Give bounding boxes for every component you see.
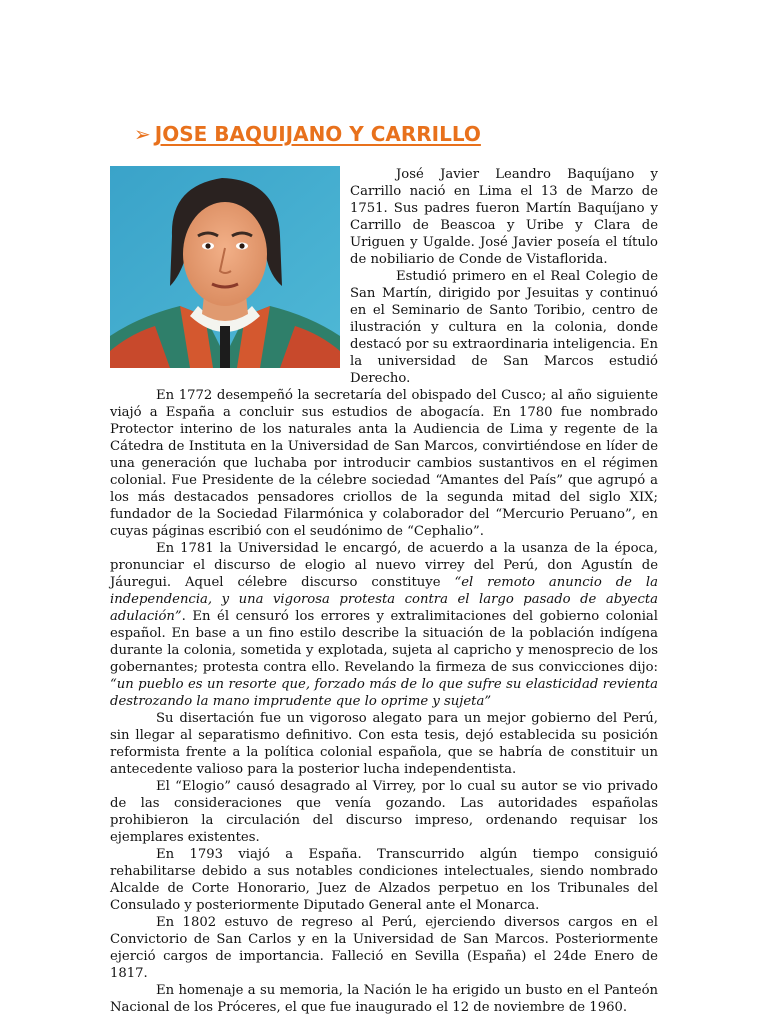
arrow-bullet-icon: ➢ [134,121,151,146]
paragraph-return: En 1802 estuvo de regreso al Perú, ejerciendo diversos cargos en el Convictorio de San Carlos y en la Universidad de San Marcos. Posteriormente ejerció cargos de importancia. Falleció en Sevilla (España) el 24de Enero de 1817. [110,915,658,981]
paragraph-birth: José Javier Leandro Baquíjano y Carrillo nació en Lima el 13 de Marzo de 1751. Sus padres fueron Martín Baquíjano y Carrillo de Beascoa y Uribe y Clara de Uriguen y Ugalde. José Javier poseía el título de nobiliario de Conde de Vistaflorida. [350,167,658,267]
discourse-text-1: En 1781 la Universidad le encargó, de acuerdo a la usanza de la época, pronunciar el discurso de elogio al nuevo virrey del Perú, don Agustín de Jáuregui. Aquel célebre discurso constituye [110,541,658,590]
document-heading [134,120,658,148]
paragraph-career: En 1772 desempeñó la secretaría del obispado del Cusco; al año siguiente viajó a España a concluir sus estudios de abogacía. En 1780 fue nombrado Protector interino de los naturales anta la Audiencia de Lima y regente de la Cátedra de Instituta en la Universidad de San Marcos, convirtiéndose en líder de una generación que luchaba por introducir cambios sustantivos en el régimen colonial. Fue Presidente de la célebre sociedad “Amantes del País” que agrupó a los más destacados pensadores criollos de la segunda mitad del siglo XIX; fundador de la Sociedad Filarmónica y colaborador del “Mercurio Peruano”, en cuyas páginas escribió con el seudónimo de “Cephalio”. [110,388,658,539]
paragraph-elogio: El “Elogio” causó desagrado al Virrey, por lo cual su autor se vio privado de las consideraciones que venía gozando. Las autoridades españolas prohibieron la circulación del discurso impreso, ordenando requisar los ejemplares existentes. [110,779,658,845]
page-title: JOSE BAQUIJANO Y CARRILLO [154,121,481,146]
portrait-image [110,166,340,368]
paragraph-discourse [110,540,658,710]
discourse-text-2: . En él censuró los errores y extralimitaciones del gobierno colonial español. En base a un fino estilo describe la situación de la población indígena durante la colonia, sometida y explotada, sujeta al capricho y menosprecio de los gobernantes; protesta contra ello. Revelando la firmeza de sus convicciones dijo: [110,609,658,675]
discourse-quote-2: “un pueblo es un resorte que, forzado más de lo que sufre su elasticidad revienta destrozando la mano imprudente que lo oprime y sujeta” [110,677,658,709]
paragraph-spain-trip: En 1793 viajó a España. Transcurrido algún tiempo consiguió rehabilitarse debido a sus notables condiciones intelectuales, siendo nombrado Alcalde de Corte Honorario, Juez de Alzados perpetuo en los Tribunales del Consulado y posteriormente Diputado General ante el Monarca. [110,847,658,913]
document-page [110,120,658,1016]
paragraph-dissertation: Su disertación fue un vigoroso alegato para un mejor gobierno del Perú, sin llegar al separatismo definitivo. Con esta tesis, dejó establecida su posición reformista frente a la política colonial española, que se habría de constituir un antecedente valioso para la posterior lucha independentista. [110,711,658,777]
discourse-quote-1: “el remoto anuncio de la independencia, y una vigorosa protesta contra el largo pasado de abyecta adulación” [110,575,658,624]
paragraph-homage: En homenaje a su memoria, la Nación le ha erigido un busto en el Panteón Nacional de los Próceres, el que fue inaugurado el 12 de noviembre de 1960. [110,983,658,1015]
paragraph-studies: Estudió primero en el Real Colegio de San Martín, dirigido por Jesuitas y continuó en el Seminario de Santo Toribio, centro de ilustración y cultura en la colonia, donde destacó por su extraordinaria inteligencia. En la universidad de San Marcos estudió Derecho. [350,269,658,386]
